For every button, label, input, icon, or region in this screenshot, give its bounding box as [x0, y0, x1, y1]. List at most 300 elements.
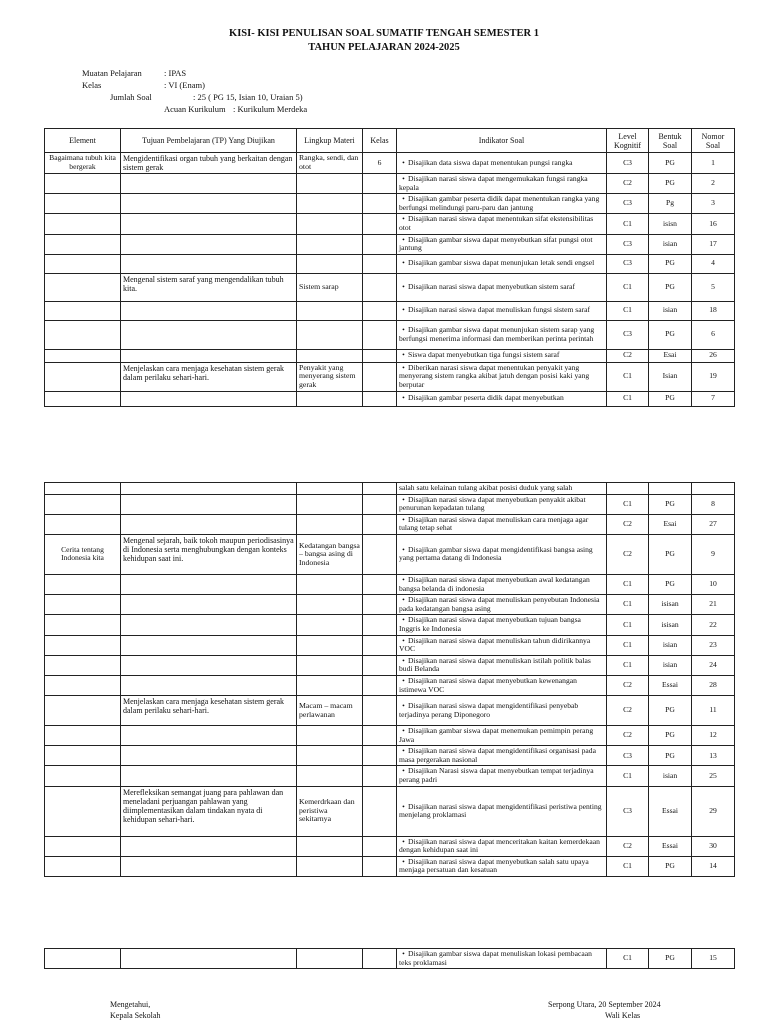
bullet-icon: •	[402, 281, 405, 291]
kisi-table-part-3	[44, 948, 735, 969]
row-bentuk-soal: isian	[649, 655, 692, 675]
row-level-kognitif: C2	[607, 174, 649, 194]
indikator-text: Disajikan Narasi siswa dapat menyebutkan tempat terjadinya perang padri	[399, 766, 594, 785]
row-level-kognitif: C2	[607, 514, 649, 534]
acuan-value: : Kurikulum Merdeka	[233, 104, 308, 114]
table-row	[45, 615, 735, 635]
row-indikator	[397, 273, 607, 301]
bullet-icon: •	[402, 615, 405, 625]
row-bentuk-soal: PG	[649, 494, 692, 514]
row-nomor-soal: 2	[692, 174, 735, 194]
row-bentuk-soal: Isian	[649, 362, 692, 391]
row-element	[45, 174, 121, 194]
table-row	[45, 514, 735, 534]
row-nomor-soal: 15	[692, 949, 735, 969]
header-indikator: Indikator Soal	[397, 129, 607, 153]
row-lingkup-materi	[297, 494, 363, 514]
bullet-icon: •	[402, 595, 405, 605]
muatan-label: Muatan Pelajaran	[82, 68, 142, 78]
row-indikator	[397, 655, 607, 675]
indikator-text: Siswa dapat menyebutkan tiga fungsi sistem saraf	[408, 350, 560, 360]
indikator-text: Disajikan narasi siswa dapat menyebutkan penyakit akibat penurunan kepadatan tulang	[399, 494, 586, 513]
bullet-icon: •	[402, 393, 405, 403]
indikator-text: Disajikan gambar peserta didik dapat menentukan rangka yang berfungsi melindungi paru-paru dan jantung	[399, 194, 600, 212]
row-level-kognitif: C1	[607, 301, 649, 320]
row-indikator	[397, 362, 607, 391]
table-row	[45, 254, 735, 273]
row-bentuk-soal: PG	[649, 174, 692, 194]
row-level-kognitif: C1	[607, 391, 649, 406]
row-lingkup-materi	[297, 301, 363, 320]
row-nomor-soal: 8	[692, 494, 735, 514]
row-tujuan	[121, 391, 297, 406]
row-tujuan: Merefleksikan semangat juang para pahlawan dan meneladani perjuangan pahlawan yang diimplementasikan dalam tindakan nyata di kehidupan sehari-hari.	[121, 786, 297, 836]
row-kelas	[363, 856, 397, 876]
row-kelas	[363, 766, 397, 786]
row-kelas	[363, 234, 397, 254]
row-kelas	[363, 836, 397, 856]
row-element	[45, 615, 121, 635]
indikator-text: Disajikan narasi siswa dapat menuliskan cara menjaga agar tulang tetap sehat	[399, 514, 589, 533]
row-lingkup-materi	[297, 349, 363, 362]
bullet-icon: •	[402, 214, 405, 224]
row-level-kognitif: C1	[607, 615, 649, 635]
kisi-table-part-2	[44, 482, 735, 877]
indikator-text: Disajikan narasi siswa dapat menuliskan penyebutan Indonesia pada kedatangan bangsa asing	[399, 595, 600, 613]
row-nomor-soal: 6	[692, 320, 735, 349]
row-bentuk-soal: isian	[649, 234, 692, 254]
row-level-kognitif: C3	[607, 234, 649, 254]
jumlah-value: : 25 ( PG 15, Isian 10, Uraian 5)	[193, 92, 303, 102]
row-tujuan	[121, 655, 297, 675]
indikator-text: salah satu kelainan tulang akibat posisi duduk yang salah	[399, 483, 573, 492]
indikator-text: Disajikan narasi siswa dapat menentukan sifat ekstensibilitas otot	[399, 214, 594, 232]
table-row	[45, 349, 735, 362]
row-level-kognitif: C1	[607, 766, 649, 786]
row-element	[45, 320, 121, 349]
indikator-text: Disajikan narasi siswa dapat mengidentifikasi penyebab terjadinya perang Diponegoro	[399, 701, 579, 719]
row-level-kognitif: C2	[607, 675, 649, 695]
bullet-icon: •	[402, 766, 405, 776]
table-header-row	[45, 129, 735, 153]
indikator-text: Disajikan narasi siswa dapat menceritakan kaitan kemerdekaan dengan kehidupan saat ini	[399, 836, 600, 855]
table-row	[45, 786, 735, 836]
row-lingkup-materi	[297, 655, 363, 675]
row-bentuk-soal: PG	[649, 254, 692, 273]
row-level-kognitif: C1	[607, 949, 649, 969]
row-indikator	[397, 234, 607, 254]
row-tujuan	[121, 320, 297, 349]
bullet-icon: •	[402, 726, 405, 736]
row-element	[45, 514, 121, 534]
row-lingkup-materi	[297, 514, 363, 534]
row-lingkup-materi: Macam – macam perlawanan	[297, 696, 363, 726]
row-element	[45, 301, 121, 320]
row-indikator	[397, 349, 607, 362]
row-nomor-soal: 13	[692, 746, 735, 766]
muatan-value: : IPAS	[164, 68, 187, 78]
row-kelas	[363, 635, 397, 655]
header-tujuan: Tujuan Pembelajaran (TP) Yang Diujikan	[121, 129, 297, 153]
row-level-kognitif: C1	[607, 856, 649, 876]
row-kelas	[363, 174, 397, 194]
row-level-kognitif: C1	[607, 362, 649, 391]
row-level-kognitif: C1	[607, 214, 649, 234]
bullet-icon: •	[402, 544, 405, 554]
row-indikator	[397, 320, 607, 349]
bullet-icon: •	[402, 494, 405, 504]
row-element	[45, 786, 121, 836]
row-tujuan	[121, 349, 297, 362]
row-lingkup-materi	[297, 595, 363, 615]
row-bentuk-soal: PG	[649, 856, 692, 876]
bullet-icon: •	[402, 949, 405, 958]
header-bentuk: Bentuk Soal	[649, 129, 692, 153]
row-bentuk-soal: Essai	[649, 786, 692, 836]
row-bentuk-soal: isisan	[649, 615, 692, 635]
table-row	[45, 214, 735, 234]
document-subtitle: TAHUN PELAJARAN 2024-2025	[308, 42, 460, 53]
row-tujuan	[121, 746, 297, 766]
table-row	[45, 726, 735, 746]
row-tujuan	[121, 234, 297, 254]
row-indikator	[397, 746, 607, 766]
row-indikator	[397, 726, 607, 746]
indikator-text: Disajikan narasi siswa dapat menyebutkan kewenangan istimewa VOC	[399, 675, 577, 694]
row-element: Cerita tentang Indonesia kita	[45, 534, 121, 574]
row-kelas	[363, 214, 397, 234]
table-row	[45, 595, 735, 615]
row-bentuk-soal: Esai	[649, 514, 692, 534]
row-kelas	[363, 349, 397, 362]
header-kelas: Kelas	[363, 129, 397, 153]
row-bentuk-soal: Essai	[649, 836, 692, 856]
kisi-table-part-1	[44, 128, 735, 407]
row-level-kognitif: C2	[607, 349, 649, 362]
row-bentuk-soal: PG	[649, 153, 692, 174]
row-lingkup-materi: Sistem sarap	[297, 273, 363, 301]
header-nomor: Nomor Soal	[692, 129, 735, 153]
row-element	[45, 574, 121, 594]
row-lingkup-materi: Penyakit yang menyerang sistem gerak	[297, 362, 363, 391]
table-row	[45, 675, 735, 695]
row-kelas	[363, 534, 397, 574]
row-indikator	[397, 856, 607, 876]
indikator-text: Disajikan gambar siswa dapat menunjukan letak sendi engsel	[408, 258, 595, 268]
row-level-kognitif: C1	[607, 273, 649, 301]
indikator-text: Disajikan data siswa dapat menentukan pungsi rangka	[408, 157, 573, 167]
bullet-icon: •	[402, 856, 405, 866]
row-lingkup-materi	[297, 574, 363, 594]
row-bentuk-soal: isisan	[649, 595, 692, 615]
row-level-kognitif: C3	[607, 254, 649, 273]
table-row	[45, 194, 735, 214]
table-row	[45, 746, 735, 766]
row-element	[45, 675, 121, 695]
row-bentuk-soal: Esai	[649, 349, 692, 362]
row-level-kognitif: C3	[607, 194, 649, 214]
row-indikator	[397, 615, 607, 635]
row-indikator	[397, 514, 607, 534]
table-row	[45, 483, 735, 495]
row-level-kognitif: C3	[607, 320, 649, 349]
bullet-icon: •	[402, 836, 405, 846]
row-indikator	[397, 391, 607, 406]
row-tujuan	[121, 766, 297, 786]
indikator-text: Disajikan gambar siswa dapat menyebutkan sifat pungsi otot jantung	[399, 234, 593, 253]
row-kelas	[363, 362, 397, 391]
bullet-icon: •	[402, 746, 405, 756]
row-element	[45, 362, 121, 391]
row-indikator	[397, 301, 607, 320]
row-lingkup-materi	[297, 483, 363, 495]
row-level-kognitif: C1	[607, 494, 649, 514]
bullet-icon: •	[402, 635, 405, 645]
row-bentuk-soal: PG	[649, 273, 692, 301]
row-lingkup-materi	[297, 174, 363, 194]
row-indikator	[397, 786, 607, 836]
row-nomor-soal: 19	[692, 362, 735, 391]
row-nomor-soal: 4	[692, 254, 735, 273]
indikator-text: Disajikan narasi siswa dapat menuliskan istilah politik balas budi Belanda	[399, 655, 591, 674]
row-bentuk-soal: PG	[649, 726, 692, 746]
row-indikator	[397, 483, 607, 495]
row-element	[45, 234, 121, 254]
row-nomor-soal: 24	[692, 655, 735, 675]
signature-left-line2: Kepala Sekolah	[110, 1011, 161, 1020]
bullet-icon: •	[402, 305, 405, 315]
row-tujuan: Mengenal sistem saraf yang mengendalikan tubuh kita.	[121, 273, 297, 301]
indikator-text: Disajikan narasi siswa dapat menuliskan fungsi sistem saraf	[408, 305, 590, 315]
table-row	[45, 836, 735, 856]
row-indikator	[397, 574, 607, 594]
row-kelas	[363, 494, 397, 514]
row-tujuan	[121, 301, 297, 320]
table-row	[45, 534, 735, 574]
row-kelas	[363, 746, 397, 766]
row-element	[45, 254, 121, 273]
row-indikator	[397, 214, 607, 234]
indikator-text: Disajikan gambar siswa dapat menunjukan sistem sarap yang berfungsi menerima informasi dan memberikan perinta perintah	[399, 325, 595, 343]
indikator-text: Disajikan narasi siswa dapat menyebutkan sistem saraf	[408, 281, 576, 291]
row-nomor-soal: 30	[692, 836, 735, 856]
table-row	[45, 153, 735, 174]
row-kelas	[363, 514, 397, 534]
bullet-icon: •	[402, 574, 405, 584]
row-level-kognitif: C3	[607, 153, 649, 174]
row-bentuk-soal: isian	[649, 301, 692, 320]
row-bentuk-soal: Pg	[649, 194, 692, 214]
row-nomor-soal: 10	[692, 574, 735, 594]
row-indikator	[397, 949, 607, 969]
bullet-icon: •	[402, 258, 405, 268]
row-bentuk-soal: isisn	[649, 214, 692, 234]
row-nomor-soal: 9	[692, 534, 735, 574]
row-nomor-soal: 22	[692, 615, 735, 635]
indikator-text: Disajikan gambar siswa dapat menemukan pemimpin perang Jawa	[399, 726, 594, 744]
table-row	[45, 635, 735, 655]
row-lingkup-materi: Kedatangan bangsa – bangsa asing di Indonesia	[297, 534, 363, 574]
row-kelas: 6	[363, 153, 397, 174]
row-nomor-soal: 12	[692, 726, 735, 746]
row-kelas	[363, 254, 397, 273]
bullet-icon: •	[402, 350, 405, 360]
row-indikator	[397, 494, 607, 514]
row-level-kognitif: C2	[607, 836, 649, 856]
row-nomor-soal: 7	[692, 391, 735, 406]
row-kelas	[363, 391, 397, 406]
row-element	[45, 273, 121, 301]
row-element	[45, 655, 121, 675]
document-title: KISI- KISI PENULISAN SOAL SUMATIF TENGAH SEMESTER 1	[229, 28, 539, 39]
row-lingkup-materi	[297, 320, 363, 349]
row-bentuk-soal: isian	[649, 766, 692, 786]
row-kelas	[363, 301, 397, 320]
row-nomor-soal: 26	[692, 349, 735, 362]
indikator-text: Disajikan gambar siswa dapat mengidentifikasi bangsa asing yang pertama datang di Indonesia	[399, 544, 593, 563]
row-element	[45, 949, 121, 969]
row-indikator	[397, 254, 607, 273]
row-lingkup-materi	[297, 194, 363, 214]
bullet-icon: •	[402, 801, 405, 811]
row-indikator	[397, 836, 607, 856]
row-nomor-soal: 1	[692, 153, 735, 174]
table-row	[45, 234, 735, 254]
row-kelas	[363, 273, 397, 301]
row-tujuan	[121, 214, 297, 234]
row-lingkup-materi	[297, 214, 363, 234]
table-row	[45, 574, 735, 594]
table-row	[45, 696, 735, 726]
row-element	[45, 746, 121, 766]
bullet-icon: •	[402, 701, 405, 710]
kelas-value: : VI (Enam)	[164, 80, 205, 90]
row-indikator	[397, 675, 607, 695]
row-kelas	[363, 726, 397, 746]
row-lingkup-materi	[297, 635, 363, 655]
row-kelas	[363, 675, 397, 695]
row-nomor-soal: 16	[692, 214, 735, 234]
indikator-text: Disajikan narasi siswa dapat menuliskan tahun didirikannya VOC	[399, 635, 591, 654]
row-nomor-soal: 29	[692, 786, 735, 836]
row-element	[45, 214, 121, 234]
row-lingkup-materi	[297, 836, 363, 856]
row-indikator	[397, 635, 607, 655]
indikator-text: Disajikan narasi siswa dapat mengidentifikasi peristiwa penting menjelang proklamasi	[399, 801, 602, 820]
row-kelas	[363, 595, 397, 615]
row-element	[45, 726, 121, 746]
row-nomor-soal: 21	[692, 595, 735, 615]
row-element: Bagaimana tubuh kita bergerak	[45, 153, 121, 174]
row-bentuk-soal: PG	[649, 696, 692, 726]
row-lingkup-materi: Kemerdrkaan dan peristiwa sekitarnya	[297, 786, 363, 836]
row-tujuan	[121, 615, 297, 635]
row-bentuk-soal: PG	[649, 746, 692, 766]
row-indikator	[397, 595, 607, 615]
row-lingkup-materi	[297, 234, 363, 254]
row-tujuan: Mengidentifikasi organ tubuh yang berkaitan dengan sistem gerak	[121, 153, 297, 174]
bullet-icon: •	[402, 325, 405, 335]
row-tujuan: Menjelaskan cara menjaga kesehatan sistem gerak dalam perilaku sehari-hari.	[121, 362, 297, 391]
table-row	[45, 301, 735, 320]
indikator-text: Disajikan gambar siswa dapat menuliskan lokasi pembacaan teks proklamasi	[399, 949, 592, 967]
row-level-kognitif: C2	[607, 726, 649, 746]
row-lingkup-materi	[297, 856, 363, 876]
row-lingkup-materi	[297, 746, 363, 766]
indikator-text: Disajikan gambar peserta didik dapat menyebutkan	[408, 393, 564, 403]
row-level-kognitif: C1	[607, 655, 649, 675]
row-element	[45, 635, 121, 655]
row-nomor-soal: 28	[692, 675, 735, 695]
row-nomor-soal: 25	[692, 766, 735, 786]
row-element	[45, 595, 121, 615]
indikator-text: Disajikan narasi siswa dapat mengemukakan fungsi rangka kepala	[399, 174, 588, 192]
row-level-kognitif: C1	[607, 595, 649, 615]
row-level-kognitif: C3	[607, 786, 649, 836]
table-row	[45, 494, 735, 514]
row-element	[45, 349, 121, 362]
row-level-kognitif: C1	[607, 635, 649, 655]
row-tujuan	[121, 194, 297, 214]
header-element: Element	[45, 129, 121, 153]
table-row	[45, 174, 735, 194]
row-kelas	[363, 320, 397, 349]
bullet-icon: •	[402, 675, 405, 685]
row-nomor-soal: 27	[692, 514, 735, 534]
table-row	[45, 320, 735, 349]
bullet-icon: •	[402, 514, 405, 524]
row-nomor-soal: 18	[692, 301, 735, 320]
row-tujuan	[121, 726, 297, 746]
table-row	[45, 391, 735, 406]
signature-right-line2: Wali Kelas	[605, 1011, 641, 1020]
row-level-kognitif: C1	[607, 574, 649, 594]
indikator-text: Disajikan narasi siswa dapat mengidentifikasi organisasi pada masa pergerakan nasional	[399, 746, 596, 764]
indikator-text: Disajikan narasi siswa dapat menyebutkan awal kedatangan bangsa belanda di indonesia	[399, 574, 590, 593]
row-level-kognitif: C2	[607, 696, 649, 726]
table-row	[45, 273, 735, 301]
row-kelas	[363, 949, 397, 969]
row-tujuan	[121, 254, 297, 273]
row-tujuan: Menjelaskan cara menjaga kesehatan sistem gerak dalam perilaku sehari-hari.	[121, 696, 297, 726]
row-nomor-soal: 11	[692, 696, 735, 726]
header-lingkup: Lingkup Materi	[297, 129, 363, 153]
row-bentuk-soal	[649, 483, 692, 495]
row-bentuk-soal: Essai	[649, 675, 692, 695]
row-element	[45, 194, 121, 214]
table-row	[45, 766, 735, 786]
row-element	[45, 766, 121, 786]
row-kelas	[363, 655, 397, 675]
header-level: Level Kognitif	[607, 129, 649, 153]
row-lingkup-materi	[297, 949, 363, 969]
row-level-kognitif	[607, 483, 649, 495]
row-tujuan	[121, 574, 297, 594]
row-kelas	[363, 574, 397, 594]
table-row	[45, 856, 735, 876]
bullet-icon: •	[402, 655, 405, 665]
kelas-label: Kelas	[82, 80, 102, 90]
row-indikator	[397, 696, 607, 726]
row-tujuan	[121, 483, 297, 495]
indikator-text: Disajikan narasi siswa dapat menyebutkan salah satu upaya menjaga persatuan dan kesatuan	[399, 856, 589, 875]
row-nomor-soal: 14	[692, 856, 735, 876]
row-lingkup-materi	[297, 391, 363, 406]
row-element	[45, 696, 121, 726]
row-element	[45, 494, 121, 514]
jumlah-label: Jumlah Soal	[110, 92, 152, 102]
row-tujuan: Mengenal sejarah, baik tokoh maupun periodisasinya di Indonesia serta menghubungkan dengan konteks kehidupan saat ini.	[121, 534, 297, 574]
